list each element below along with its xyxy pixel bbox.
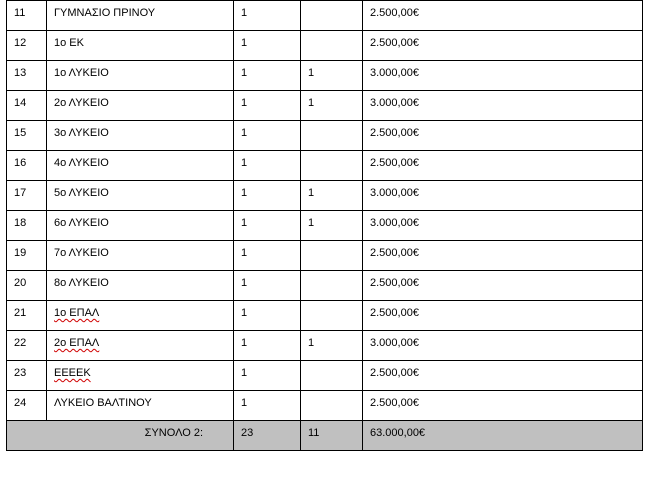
school-name	[47, 301, 234, 331]
table-footer	[7, 421, 643, 451]
table-row	[7, 121, 643, 151]
school-name: 8ο ΛΥΚΕΙΟ	[47, 271, 234, 301]
row-count: 1	[234, 391, 301, 421]
total-row	[7, 421, 643, 451]
table-row	[7, 271, 643, 301]
row-amount: 2.500,00€	[363, 151, 643, 181]
row-number: 12	[7, 31, 47, 61]
row-amount: 2.500,00€	[363, 361, 643, 391]
row-extra	[301, 151, 363, 181]
row-extra: 1	[301, 61, 363, 91]
row-count: 1	[234, 241, 301, 271]
schools-table	[6, 0, 643, 451]
row-amount: 2.500,00€	[363, 241, 643, 271]
school-name: 5ο ΛΥΚΕΙΟ	[47, 181, 234, 211]
row-count: 1	[234, 271, 301, 301]
table-row	[7, 61, 643, 91]
row-extra	[301, 31, 363, 61]
row-count: 1	[234, 181, 301, 211]
school-name-text: ΕΕΕΕΚ	[54, 367, 91, 379]
school-name: 3ο ΛΥΚΕΙΟ	[47, 121, 234, 151]
row-amount: 2.500,00€	[363, 301, 643, 331]
row-amount: 3.000,00€	[363, 211, 643, 241]
row-count: 1	[234, 121, 301, 151]
school-name: 7ο ΛΥΚΕΙΟ	[47, 241, 234, 271]
school-name: 6ο ΛΥΚΕΙΟ	[47, 211, 234, 241]
table-row	[7, 361, 643, 391]
row-extra: 1	[301, 91, 363, 121]
row-extra	[301, 121, 363, 151]
row-count: 1	[234, 361, 301, 391]
school-name-text: 2ο ΕΠΑΛ	[54, 337, 100, 349]
row-extra: 1	[301, 211, 363, 241]
row-number: 16	[7, 151, 47, 181]
row-amount: 3.000,00€	[363, 181, 643, 211]
row-count: 1	[234, 61, 301, 91]
row-count: 1	[234, 31, 301, 61]
table-row	[7, 31, 643, 61]
row-amount: 3.000,00€	[363, 331, 643, 361]
school-name: 4ο ΛΥΚΕΙΟ	[47, 151, 234, 181]
table-body	[7, 1, 643, 421]
school-name: 1ο ΛΥΚΕΙΟ	[47, 61, 234, 91]
table-row	[7, 301, 643, 331]
row-amount: 2.500,00€	[363, 391, 643, 421]
row-amount: 2.500,00€	[363, 31, 643, 61]
row-number: 11	[7, 1, 47, 31]
table-row	[7, 151, 643, 181]
school-name	[47, 331, 234, 361]
school-name: 2ο ΛΥΚΕΙΟ	[47, 91, 234, 121]
total-label: ΣΥΝΟΛΟ 2:	[7, 421, 234, 451]
row-number: 18	[7, 211, 47, 241]
row-extra	[301, 391, 363, 421]
total-extra: 11	[301, 421, 363, 451]
row-extra	[301, 301, 363, 331]
row-amount: 3.000,00€	[363, 61, 643, 91]
row-number: 14	[7, 91, 47, 121]
row-extra	[301, 271, 363, 301]
table-row	[7, 241, 643, 271]
row-number: 19	[7, 241, 47, 271]
row-number: 15	[7, 121, 47, 151]
row-count: 1	[234, 1, 301, 31]
row-extra	[301, 241, 363, 271]
row-extra	[301, 361, 363, 391]
row-extra	[301, 1, 363, 31]
row-number: 23	[7, 361, 47, 391]
row-number: 20	[7, 271, 47, 301]
row-amount: 3.000,00€	[363, 91, 643, 121]
row-count: 1	[234, 211, 301, 241]
table-row	[7, 1, 643, 31]
row-number: 22	[7, 331, 47, 361]
table-row	[7, 91, 643, 121]
row-amount: 2.500,00€	[363, 121, 643, 151]
row-amount: 2.500,00€	[363, 1, 643, 31]
row-number: 17	[7, 181, 47, 211]
row-count: 1	[234, 331, 301, 361]
school-name: 1ο ΕΚ	[47, 31, 234, 61]
row-number: 21	[7, 301, 47, 331]
row-count: 1	[234, 301, 301, 331]
row-number: 24	[7, 391, 47, 421]
total-count: 23	[234, 421, 301, 451]
school-name-text: 1ο ΕΠΑΛ	[54, 307, 100, 319]
school-name	[47, 361, 234, 391]
row-count: 1	[234, 151, 301, 181]
table-row	[7, 331, 643, 361]
school-name: ΓΥΜΝΑΣΙΟ ΠΡΙΝΟΥ	[47, 1, 234, 31]
row-amount: 2.500,00€	[363, 271, 643, 301]
row-count: 1	[234, 91, 301, 121]
row-number: 13	[7, 61, 47, 91]
row-extra: 1	[301, 181, 363, 211]
row-extra: 1	[301, 331, 363, 361]
table-row	[7, 181, 643, 211]
school-name: ΛΥΚΕΙΟ ΒΑΛΤΙΝΟΥ	[47, 391, 234, 421]
total-amount: 63.000,00€	[363, 421, 643, 451]
table-row	[7, 211, 643, 241]
table-row	[7, 391, 643, 421]
